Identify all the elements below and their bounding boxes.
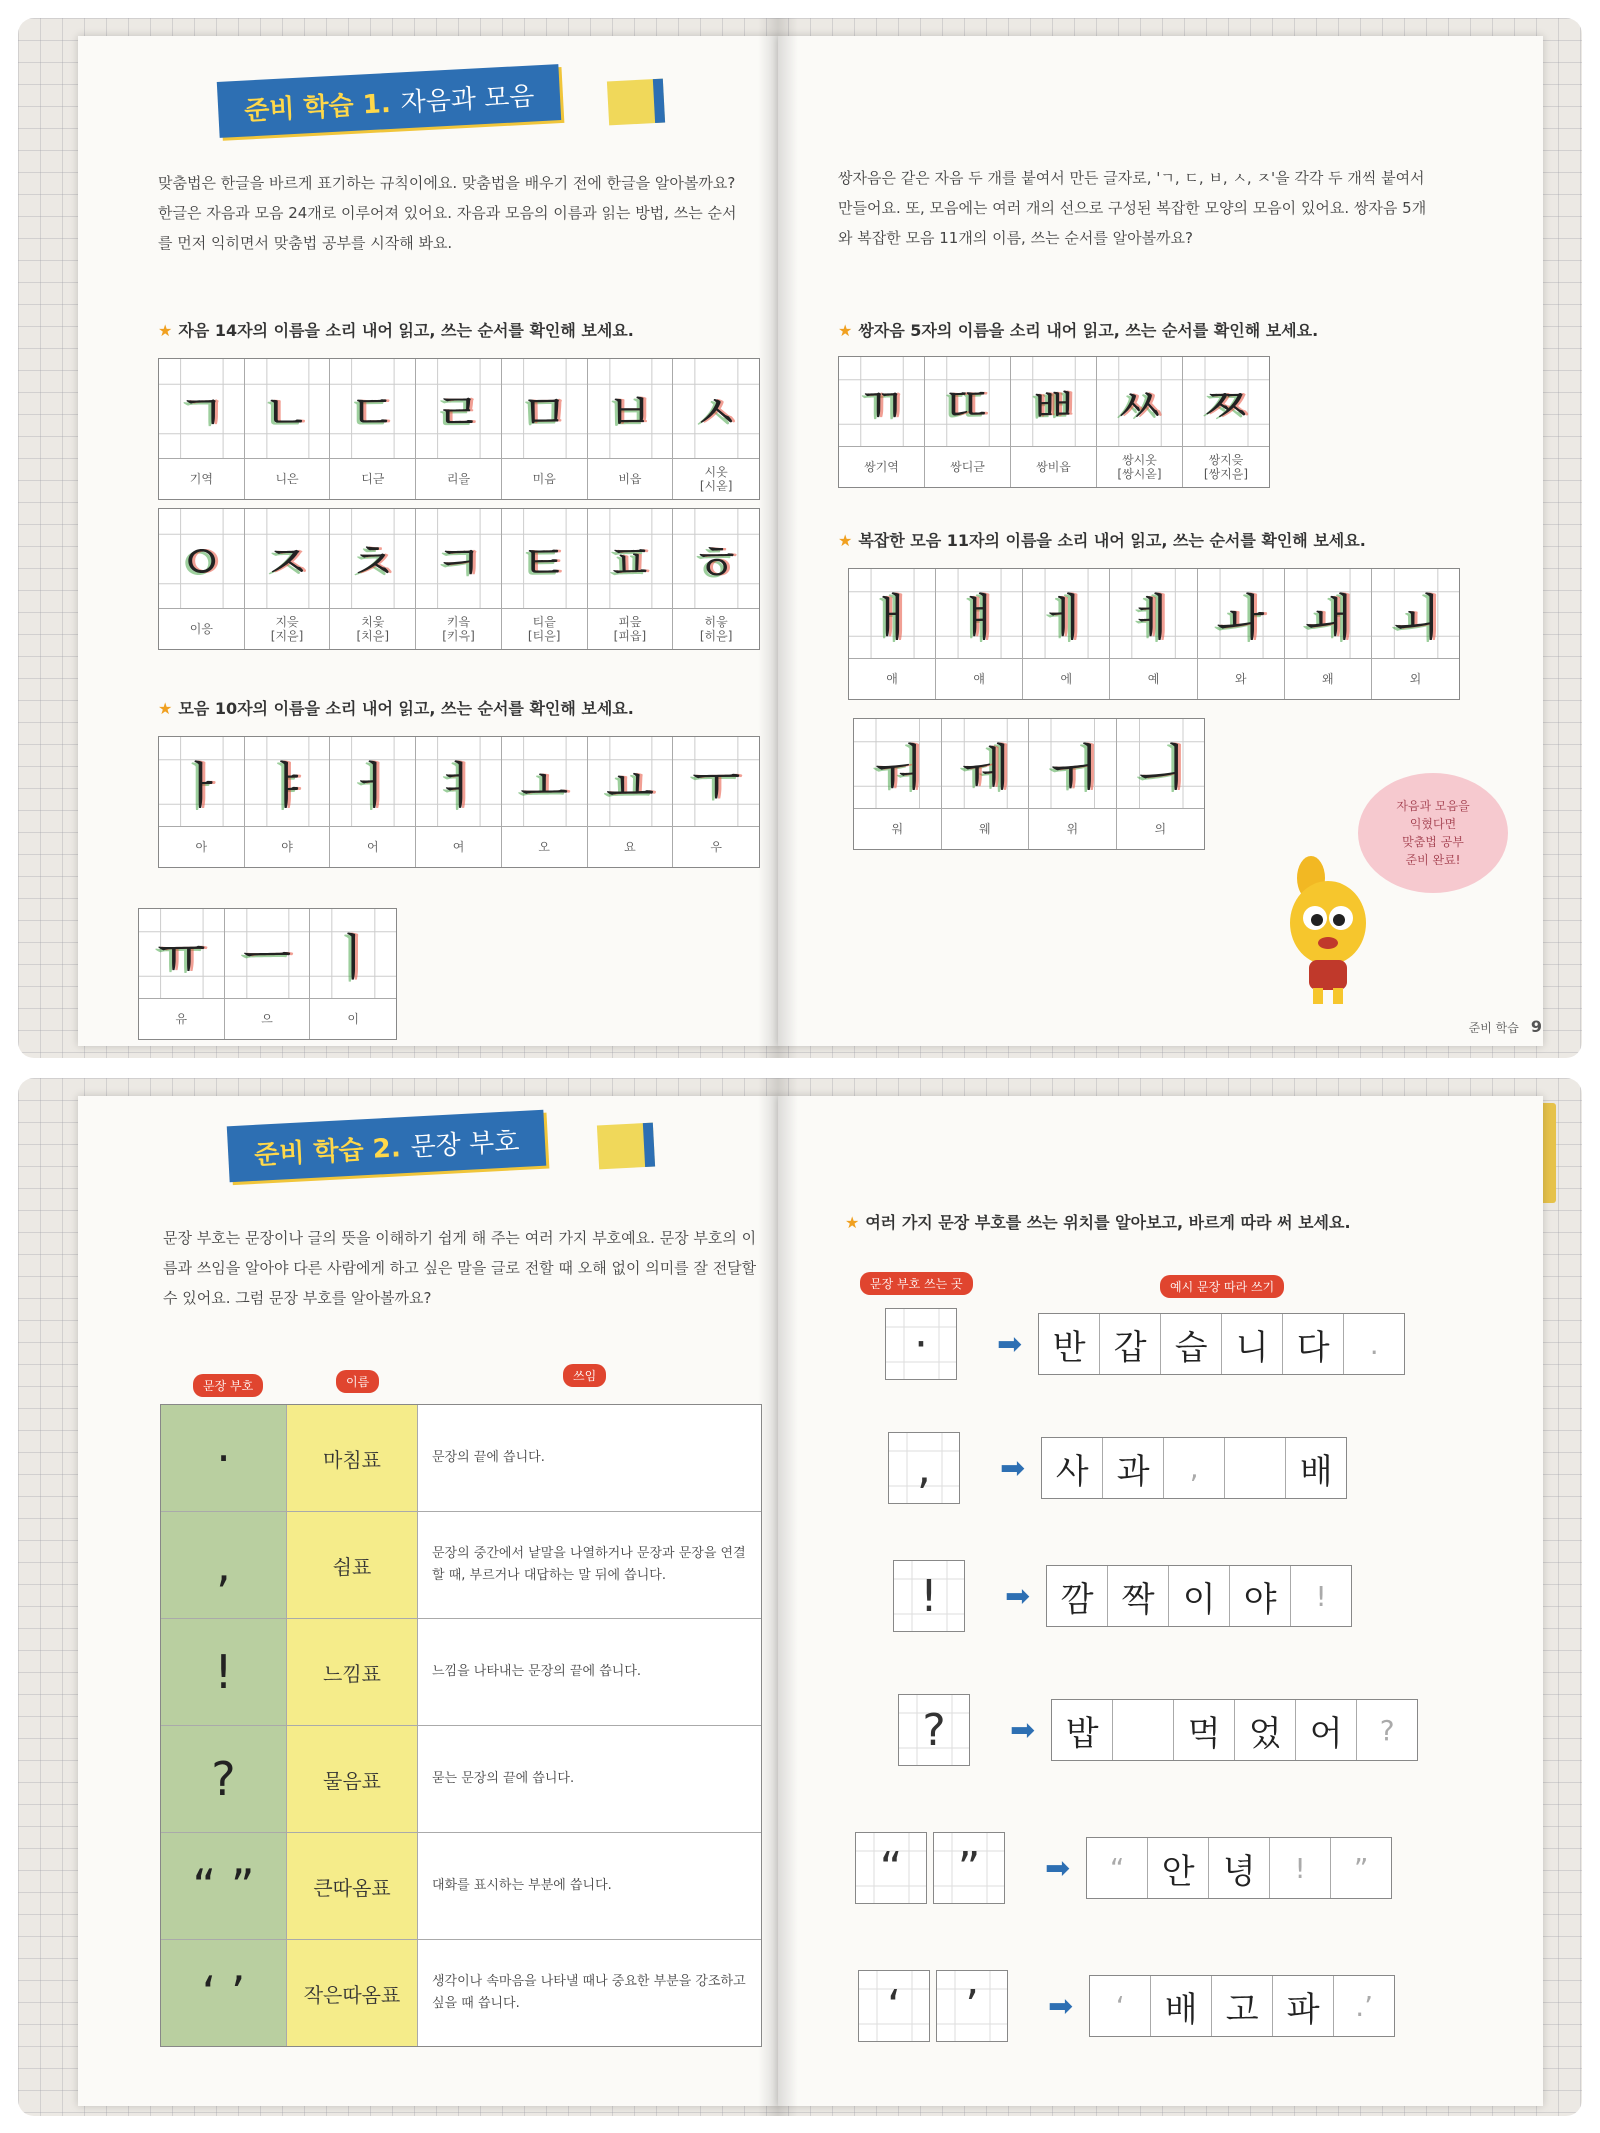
- stroke-order-glyph: [416, 509, 501, 609]
- stroke-order-glyph: [1117, 719, 1205, 809]
- banner-tail: [597, 1123, 655, 1170]
- glyph-char: ㅂ: [605, 383, 655, 442]
- stroke-order-glyph: [502, 509, 587, 609]
- book-gutter: [758, 18, 798, 1058]
- sentence-cell: 짝: [1108, 1566, 1169, 1626]
- stroke-order-glyph: [1183, 357, 1269, 447]
- vowel-cell: [416, 737, 502, 867]
- glyph-char: ㅅ: [691, 383, 741, 442]
- stroke-order-glyph: [159, 509, 244, 609]
- sentence-cell: 반: [1039, 1314, 1100, 1374]
- sentence-cell: 배: [1151, 1976, 1212, 2036]
- book-gutter: [758, 1078, 798, 2116]
- glyph-char: ㅙ: [1303, 588, 1352, 647]
- glyph-char: ㄲ: [857, 376, 906, 435]
- stroke-order-glyph: [588, 359, 673, 459]
- glyph-char: ㅡ: [242, 928, 292, 987]
- glyph-name: 오: [538, 840, 550, 854]
- stroke-order-glyph: [849, 569, 935, 659]
- glyph-name: 피읖 [피읍]: [613, 615, 647, 643]
- sentence-cell: 니: [1222, 1314, 1283, 1374]
- glyph-char: ㅖ: [1129, 588, 1178, 647]
- consonant-cell: [588, 359, 674, 499]
- consonant-cell: [330, 359, 416, 499]
- punctuation-mark: !: [161, 1619, 287, 1725]
- glyph-name: 워: [891, 822, 904, 836]
- example-row: [885, 1308, 1405, 1380]
- glyph-name: 여: [452, 840, 465, 854]
- stroke-order-glyph: [1285, 569, 1371, 659]
- consonant-cell: [159, 509, 245, 649]
- sentence-cell: 깜: [1047, 1566, 1108, 1626]
- glyph-name: 예: [1147, 672, 1160, 686]
- question-text: 복잡한 모음 11자의 이름을 소리 내어 읽고, 쓰는 순서를 확인해 보세요.: [858, 531, 1366, 550]
- glyph-char: ㅘ: [1216, 588, 1265, 647]
- glyph-char: ㄴ: [262, 383, 312, 442]
- glyph-name: 에: [1060, 672, 1073, 686]
- punctuation-name: 쉼표: [287, 1512, 418, 1618]
- vowel-cell: [588, 737, 674, 867]
- glyph-char: ㅉ: [1201, 376, 1251, 435]
- mascot-character-icon: [1273, 848, 1383, 1008]
- glyph-char: ㅎ: [691, 533, 741, 592]
- page-label: 준비 학습: [1468, 1021, 1519, 1035]
- punctuation-use: 묻는 문장의 끝에 씁니다.: [418, 1726, 761, 1832]
- star-icon: ★: [158, 699, 173, 718]
- sentence-cell: 녕: [1209, 1838, 1270, 1898]
- glyph-char: ㅇ: [177, 533, 226, 592]
- sentence-cell: !: [1270, 1838, 1331, 1898]
- glyph-char: ㅑ: [262, 756, 312, 815]
- glyph-name: 요: [624, 840, 636, 854]
- punctuation-mark: “ ”: [161, 1833, 287, 1939]
- stroke-order-glyph: [673, 737, 759, 827]
- complex-vowel-cell: [1029, 719, 1117, 849]
- glyph-name: 쌍시옷 [쌍시옫]: [1117, 453, 1162, 481]
- intro-text: 맞춤법은 한글을 바르게 표기하는 규칙이에요. 맞춤법을 배우기 전에 한글을 알아볼까요? 한글은 자음과 모음 24개로 이루어져 있어요. 자음과 모음의 이름과 읽는 방법, 쓰는 순서를 먼저 익히면서 맞춤법 공부를 시작해 봐요.: [158, 174, 737, 252]
- banner-number: 준비 학습 1.: [243, 88, 392, 127]
- stroke-order-glyph: [925, 357, 1010, 447]
- sentence-cell: 어: [1296, 1700, 1357, 1760]
- star-icon: ★: [838, 531, 853, 550]
- glyph-name: 디귿: [361, 472, 385, 486]
- star-icon: ★: [845, 1213, 860, 1232]
- complex-vowel-cell: [1372, 569, 1459, 699]
- double-consonant-cell: [839, 357, 925, 487]
- vowel-cell: [159, 737, 245, 867]
- table-row: [161, 1726, 761, 1833]
- sentence-cell: .: [1369, 1327, 1379, 1361]
- consonant-grid-row-2: [158, 508, 760, 650]
- complex-vowel-cell: [1198, 569, 1285, 699]
- vowel-cell: [502, 737, 588, 867]
- glyph-name: 아: [195, 840, 208, 854]
- complex-vowel-cell: [942, 719, 1030, 849]
- question-text: 자음 14자의 이름을 소리 내어 읽고, 쓰는 순서를 확인해 보세요.: [178, 321, 634, 340]
- stroke-order-glyph: [330, 359, 415, 459]
- stroke-order-glyph: [839, 357, 924, 447]
- sentence-boxes: [1041, 1437, 1347, 1499]
- banner-number: 준비 학습 2.: [253, 1132, 402, 1171]
- glyph-name: 히읗 [히읃]: [699, 615, 733, 643]
- consonant-cell: [245, 509, 331, 649]
- question-text: 모음 10자의 이름을 소리 내어 읽고, 쓰는 순서를 확인해 보세요.: [178, 699, 634, 718]
- glyph-name: 이: [347, 1012, 359, 1026]
- complex-vowel-cell: [1117, 719, 1205, 849]
- table-row: [161, 1619, 761, 1726]
- sentence-cell: ,: [1164, 1438, 1225, 1498]
- sentence-cell: ?: [1379, 1713, 1395, 1747]
- stroke-order-glyph: [245, 737, 330, 827]
- glyph-char: ㅚ: [1391, 588, 1440, 647]
- example-row: [858, 1970, 1395, 2042]
- punctuation-name: 작은따옴표: [287, 1940, 418, 2046]
- sentence-cell: 습: [1161, 1314, 1222, 1374]
- glyph-char: ㅠ: [157, 928, 206, 987]
- glyph-char: ㅊ: [348, 533, 397, 592]
- question-vowels: [158, 696, 634, 719]
- punctuation-mark: ?: [161, 1726, 287, 1832]
- arrow-right-icon: ➡: [1010, 1712, 1036, 1748]
- glyph-name: 웨: [978, 822, 991, 836]
- glyph-char: ㄱ: [177, 383, 226, 442]
- stroke-order-glyph: [942, 719, 1029, 809]
- glyph-char: ㅏ: [177, 756, 226, 815]
- glyph-name: 외: [1409, 672, 1422, 686]
- glyph-char: ㅕ: [434, 756, 483, 815]
- consonant-cell: [502, 359, 588, 499]
- vowel-cell: [245, 737, 331, 867]
- sentence-boxes: [1046, 1565, 1352, 1627]
- stroke-order-glyph: [330, 737, 415, 827]
- punctuation-use: 문장의 중간에서 낱말을 나열하거나 문장과 문장을 연결할 때, 부르거나 대답하는 말 뒤에 씁니다.: [418, 1512, 761, 1618]
- stroke-order-glyph: [1097, 357, 1182, 447]
- glyph-name: 비읍: [618, 472, 642, 486]
- stroke-order-glyph: [1372, 569, 1459, 659]
- question-complex-vowels: [838, 528, 1366, 551]
- mark-box: ”: [933, 1832, 1005, 1904]
- stroke-order-glyph: [310, 909, 396, 999]
- stroke-order-glyph: [502, 359, 587, 459]
- glyph-name: 유: [175, 1012, 188, 1026]
- glyph-name: 어: [366, 840, 379, 854]
- punctuation-use: 대화를 표시하는 부분에 씁니다.: [418, 1833, 761, 1939]
- double-consonant-cell: [1183, 357, 1269, 487]
- mark-box: !: [893, 1560, 965, 1632]
- stroke-order-glyph: [416, 359, 501, 459]
- stroke-order-glyph: [245, 359, 330, 459]
- sentence-cell: [1113, 1700, 1174, 1760]
- vowel-cell: [139, 909, 225, 1039]
- sentence-cell: 배: [1299, 1451, 1333, 1492]
- star-icon: ★: [158, 321, 173, 340]
- glyph-char: ㄹ: [434, 383, 483, 442]
- glyph-char: ㅣ: [329, 928, 378, 987]
- punctuation-name: 물음표: [287, 1726, 418, 1832]
- sentence-boxes: [1038, 1313, 1405, 1375]
- glyph-char: ㅍ: [605, 533, 655, 592]
- consonant-cell: [588, 509, 674, 649]
- stroke-order-glyph: [502, 737, 587, 827]
- complex-vowel-cell: [1023, 569, 1110, 699]
- tag-example: 예시 문장 따라 쓰기: [1160, 1275, 1284, 1298]
- arrow-right-icon: ➡: [997, 1326, 1023, 1362]
- glyph-name: 의: [1154, 822, 1167, 836]
- glyph-name: 애: [886, 672, 898, 686]
- glyph-name: 야: [281, 840, 293, 854]
- glyph-name: 우: [710, 840, 722, 854]
- question-consonants: [158, 318, 634, 341]
- punctuation-use: 문장의 끝에 씁니다.: [418, 1405, 761, 1511]
- example-row: [855, 1832, 1392, 1904]
- stroke-order-glyph: [936, 569, 1022, 659]
- punctuation-name: 느낌표: [287, 1619, 418, 1725]
- banner-title: 문장 부호: [409, 1126, 521, 1163]
- punctuation-mark: ,: [161, 1512, 287, 1618]
- glyph-name: 위: [1066, 822, 1079, 836]
- mark-box: “: [855, 1832, 927, 1904]
- glyph-char: ㅔ: [1042, 588, 1091, 647]
- stroke-order-glyph: [159, 359, 244, 459]
- tag-name: 이름: [336, 1370, 379, 1393]
- glyph-char: ㅜ: [691, 756, 741, 815]
- table-row: [161, 1833, 761, 1940]
- sentence-cell: 밥: [1052, 1700, 1113, 1760]
- consonant-cell: [330, 509, 416, 649]
- page-number-value: 9: [1530, 1017, 1542, 1036]
- glyph-char: ㅞ: [960, 738, 1009, 797]
- punctuation-mark: ·: [161, 1405, 287, 1511]
- stroke-order-glyph: [1110, 569, 1196, 659]
- glyph-char: ㅢ: [1136, 738, 1185, 797]
- mark-box: ‘: [858, 1970, 930, 2042]
- sentence-cell: 야: [1230, 1566, 1291, 1626]
- sentence-cell: 파: [1273, 1976, 1334, 2036]
- glyph-char: ㄸ: [943, 376, 992, 435]
- sentence-boxes: [1051, 1699, 1418, 1761]
- glyph-name: 쌍지읒 [쌍지읃]: [1203, 453, 1249, 481]
- sentence-cell: 먹: [1174, 1700, 1235, 1760]
- sentence-cell: “: [1087, 1838, 1148, 1898]
- consonant-cell: [673, 359, 759, 499]
- glyph-char: ㅋ: [434, 533, 483, 592]
- sentence-cell: !: [1315, 1579, 1327, 1613]
- glyph-name: 기역: [189, 472, 213, 486]
- glyph-name: 치읓 [치읃]: [356, 615, 390, 643]
- sentence-cell: 었: [1235, 1700, 1296, 1760]
- punctuation-use: 느낌을 나타내는 문장의 끝에 씁니다.: [418, 1619, 761, 1725]
- complex-vowel-cell: [1110, 569, 1197, 699]
- punctuation-use: 생각이나 속마음을 나타낼 때나 중요한 부분을 강조하고 싶을 때 씁니다.: [418, 1940, 761, 2046]
- intro-text-right: 쌍자음은 같은 자음 두 개를 붙여서 만든 글자로, 'ㄱ, ㄷ, ㅂ, ㅅ, ㅈ'을 각각 두 개씩 붙여서 만들어요. 또, 모음에는 여러 개의 선으로 구성된 복잡한 모양의 모음이 있어요. 쌍자음 5개와 복잡한 모음 11개의 이름, 쓰는 순서를 알아볼까요?: [838, 169, 1427, 247]
- stroke-order-glyph: [588, 509, 673, 609]
- glyph-char: ㄷ: [348, 383, 397, 442]
- arrow-right-icon: ➡: [1005, 1578, 1031, 1614]
- example-row: [893, 1560, 1352, 1632]
- stroke-order-glyph: [1198, 569, 1284, 659]
- sentence-cell: 고: [1212, 1976, 1273, 2036]
- double-consonant-cell: [1097, 357, 1183, 487]
- glyph-char: ㅆ: [1115, 376, 1164, 435]
- consonant-cell: [416, 509, 502, 649]
- stroke-order-glyph: [588, 737, 673, 827]
- glyph-name: 시옷 [시옫]: [699, 465, 733, 493]
- stroke-order-glyph: [139, 909, 224, 999]
- table-row: [161, 1512, 761, 1619]
- glyph-char: ㅒ: [955, 588, 1004, 647]
- speech-bubble: 자음과 모음을 익혔다면 맞춤법 공부 준비 완료!: [1358, 773, 1508, 893]
- punctuation-table: [160, 1404, 762, 2047]
- stroke-order-glyph: [854, 719, 941, 809]
- vowel-cell: [225, 909, 311, 1039]
- sentence-cell: 이: [1169, 1566, 1230, 1626]
- sentence-boxes: [1089, 1975, 1395, 2037]
- glyph-name: 쌍디귿: [950, 460, 985, 474]
- sentence-cell: 과: [1103, 1438, 1164, 1498]
- glyph-name: 와: [1234, 672, 1247, 686]
- stroke-order-glyph: [416, 737, 501, 827]
- glyph-char: ㅛ: [605, 756, 655, 815]
- glyph-name: 티읕 [티읃]: [527, 615, 561, 643]
- double-consonant-grid: [838, 356, 1270, 488]
- question-punctuation-position: [845, 1210, 1351, 1233]
- tag-use: 쓰임: [563, 1364, 606, 1387]
- table-row: [161, 1405, 761, 1512]
- glyph-char: ㅝ: [873, 738, 922, 797]
- sentence-cell: [1225, 1438, 1286, 1498]
- sentence-cell: ”: [1353, 1851, 1369, 1885]
- tag-where: 문장 부호 쓰는 곳: [860, 1272, 973, 1295]
- arrow-right-icon: ➡: [1048, 1988, 1074, 2024]
- glyph-name: 왜: [1321, 672, 1334, 686]
- glyph-char: ㅗ: [520, 756, 569, 815]
- complex-vowel-grid-row-1: [848, 568, 1460, 700]
- stroke-order-glyph: [225, 909, 310, 999]
- tag-mark: 문장 부호: [193, 1374, 263, 1397]
- consonant-cell: [416, 359, 502, 499]
- glyph-char: ㅓ: [348, 756, 397, 815]
- vowel-cell: [673, 737, 759, 867]
- table-row: [161, 1940, 761, 2046]
- sentence-cell: 사: [1042, 1438, 1103, 1498]
- stroke-order-glyph: [673, 509, 759, 609]
- arrow-right-icon: ➡: [1000, 1450, 1026, 1486]
- glyph-char: ㅐ: [867, 588, 917, 647]
- question-double-consonants: [838, 318, 1318, 341]
- mark-box: ·: [885, 1308, 957, 1380]
- stroke-order-glyph: [673, 359, 759, 459]
- complex-vowel-cell: [1285, 569, 1372, 699]
- page-number: [1469, 1017, 1542, 1036]
- double-consonant-cell: [925, 357, 1011, 487]
- consonant-grid-row-1: [158, 358, 760, 500]
- mark-box: ?: [898, 1694, 970, 1766]
- arrow-right-icon: ➡: [1045, 1850, 1071, 1886]
- stroke-order-glyph: [330, 509, 415, 609]
- glyph-char: ㅌ: [520, 533, 569, 592]
- star-icon: ★: [838, 321, 853, 340]
- complex-vowel-grid-row-2: [853, 718, 1205, 850]
- vowel-grid-row-1: [158, 736, 760, 868]
- double-consonant-cell: [1011, 357, 1097, 487]
- punctuation-name: 큰따옴표: [287, 1833, 418, 1939]
- stroke-order-glyph: [1029, 719, 1116, 809]
- vowel-cell: [330, 737, 416, 867]
- stroke-order-glyph: [245, 509, 330, 609]
- consonant-cell: [245, 359, 331, 499]
- complex-vowel-cell: [936, 569, 1023, 699]
- consonant-cell: [673, 509, 759, 649]
- example-row: [888, 1432, 1347, 1504]
- glyph-name: 으: [261, 1012, 273, 1026]
- stroke-order-glyph: [159, 737, 244, 827]
- glyph-name: 리을: [446, 472, 471, 486]
- stroke-order-glyph: [1023, 569, 1109, 659]
- vowel-cell: [310, 909, 396, 1039]
- glyph-name: 얘: [973, 672, 985, 686]
- stroke-order-glyph: [1011, 357, 1096, 447]
- question-text: 쌍자음 5자의 이름을 소리 내어 읽고, 쓰는 순서를 확인해 보세요.: [858, 321, 1319, 340]
- glyph-name: 지읒 [지읃]: [270, 615, 304, 643]
- glyph-char: ㅈ: [262, 533, 312, 592]
- glyph-char: ㅟ: [1048, 738, 1097, 797]
- punctuation-name: 마침표: [287, 1405, 418, 1511]
- sentence-cell: ‘: [1090, 1976, 1151, 2036]
- vowel-grid-row-2: [138, 908, 397, 1040]
- consonant-cell: [502, 509, 588, 649]
- top-page-photo: [18, 18, 1582, 1058]
- sentence-cell: 갑: [1100, 1314, 1161, 1374]
- glyph-name: 니은: [275, 472, 299, 486]
- glyph-char: ㅃ: [1029, 376, 1078, 435]
- sentence-cell: .’: [1355, 1989, 1374, 2023]
- punctuation-mark: ‘ ’: [161, 1940, 287, 2046]
- glyph-name: 키읔 [키윽]: [442, 615, 475, 643]
- question-text: 여러 가지 문장 부호를 쓰는 위치를 알아보고, 바르게 따라 써 보세요.: [865, 1213, 1351, 1232]
- mark-box: ,: [888, 1432, 960, 1504]
- glyph-name: 쌍기역: [864, 460, 899, 474]
- example-row: [898, 1694, 1418, 1766]
- glyph-name: 미음: [532, 472, 556, 486]
- complex-vowel-cell: [849, 569, 936, 699]
- banner-title: 자음과 모음: [399, 80, 536, 118]
- mark-box: ’: [936, 1970, 1008, 2042]
- sentence-cell: 안: [1148, 1838, 1209, 1898]
- sentence-cell: 다: [1283, 1314, 1344, 1374]
- banner-tail: [607, 79, 665, 126]
- glyph-name: 쌍비읍: [1036, 460, 1071, 474]
- consonant-cell: [159, 359, 245, 499]
- glyph-char: ㅁ: [520, 383, 569, 442]
- intro-text: 문장 부호는 문장이나 글의 뜻을 이해하기 쉽게 해 주는 여러 가지 부호예요. 문장 부호의 이름과 쓰임을 알아야 다른 사람에게 하고 싶은 말을 글로 전할 때 오해 없이 의미를 잘 전달할 수 있어요. 그럼 문장 부호를 알아볼까요?: [163, 1229, 757, 1307]
- complex-vowel-cell: [854, 719, 942, 849]
- sentence-boxes: [1086, 1837, 1392, 1899]
- glyph-name: 이응: [189, 622, 213, 636]
